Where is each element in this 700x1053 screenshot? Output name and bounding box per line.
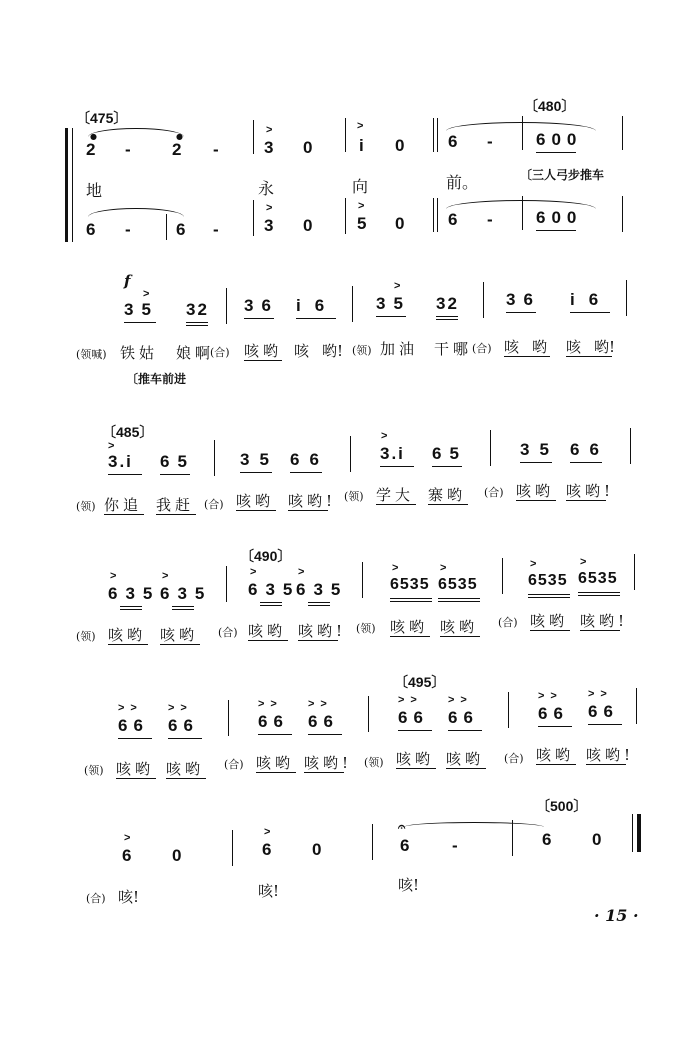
note-group: 635 (296, 580, 349, 599)
underline (390, 601, 432, 602)
lyric: 咳哟 (248, 622, 287, 640)
barline (232, 830, 233, 866)
accent-mark: > (530, 558, 537, 570)
lyric: 地 (86, 181, 103, 200)
page-number: · 15 · (594, 906, 639, 925)
underline (528, 594, 570, 595)
part-label: (领) (76, 630, 96, 643)
barline (226, 566, 227, 602)
lyric: 咳哟 (396, 750, 435, 768)
accent-mark: > (162, 570, 169, 582)
note: 6 (400, 836, 411, 855)
underline (520, 462, 552, 463)
underline (298, 640, 338, 641)
lyric: 咳哟 (530, 612, 569, 630)
underline (536, 764, 576, 765)
note: 6 (176, 220, 187, 239)
barline (483, 282, 484, 318)
note-group: i6 (570, 290, 613, 309)
lyric: 咳哟! (298, 622, 347, 640)
note-group: 35 (376, 294, 411, 313)
lyric: 咳哟! (580, 612, 629, 630)
underline (160, 644, 200, 645)
part-label: (合) (472, 342, 492, 355)
accent-mark: >> (538, 690, 563, 702)
accent-mark: > (143, 288, 150, 300)
part-label: (领) (356, 622, 376, 635)
underline (308, 734, 342, 735)
barline (345, 198, 346, 234)
note: 6 (448, 132, 459, 151)
part-label: (领) (76, 500, 96, 513)
note-group: 32 (436, 294, 459, 313)
underline (390, 636, 430, 637)
lyric: 咳! (258, 882, 280, 900)
underline (380, 466, 414, 467)
underline (116, 778, 156, 779)
dash: - (452, 836, 459, 855)
note: 2 (172, 140, 183, 159)
underline (580, 630, 620, 631)
note-group: 66 (588, 702, 619, 721)
accent-mark: > (357, 120, 364, 132)
part-label: (领喊) (76, 348, 107, 361)
underline (296, 318, 336, 319)
rest: 0 (312, 840, 323, 859)
lyric: 铁姑 (120, 344, 159, 362)
note-group: 66 (308, 712, 339, 731)
underline (516, 500, 556, 501)
note-group: 66 (448, 708, 479, 727)
note: 6 (122, 846, 133, 865)
high-octave-dot: ● (176, 132, 183, 141)
dash: - (125, 220, 132, 239)
underline (448, 730, 482, 731)
lyric: 咳哟! (586, 746, 635, 764)
lyric: 咳! (398, 876, 420, 894)
lyric: 咳哟 (244, 342, 283, 360)
underline (376, 316, 406, 317)
accent-mark: > (358, 200, 365, 212)
note-group: 3.i (108, 452, 133, 471)
dash: - (487, 132, 494, 151)
dash: - (487, 210, 494, 229)
underline (570, 462, 602, 463)
underline (120, 609, 142, 610)
note-group: 35 (520, 440, 559, 459)
note-group: 66 (570, 440, 609, 459)
lyric: 哟 (532, 338, 548, 356)
note-group: 6535 (578, 570, 618, 587)
part-label: (领) (352, 344, 372, 357)
note-group: 66 (398, 708, 429, 727)
note-group: i6 (296, 296, 339, 315)
barline (350, 436, 351, 472)
underline (186, 322, 208, 323)
underline (236, 510, 276, 511)
dynamic-marking: f (124, 272, 131, 290)
underline (256, 772, 296, 773)
lyric: 咳哟 (446, 750, 485, 768)
rest: 0 (303, 216, 314, 235)
underline (570, 312, 610, 313)
note: 6 (262, 840, 273, 859)
accent-mark: > (381, 430, 388, 442)
high-octave-dot: ● (90, 132, 97, 141)
stage-direction: 〔推车前进 (126, 372, 187, 386)
underline (172, 606, 194, 607)
lyric: 咳哟! (304, 754, 353, 772)
note-group: 3.i (380, 444, 405, 463)
barline (253, 200, 254, 236)
rehearsal-mark-495: 〔495〕 (394, 674, 446, 690)
accent-mark: >> (398, 694, 423, 706)
barline (508, 692, 509, 728)
note-group: 65 (160, 452, 195, 471)
barline (626, 280, 627, 316)
rest: 0 (592, 830, 603, 849)
lyric: 我赶 (156, 496, 195, 514)
accent-mark: > (440, 562, 447, 574)
note-group: 65 (432, 444, 467, 463)
accent-mark: > (580, 556, 587, 568)
note-group: 635 (108, 584, 161, 603)
underline (166, 778, 206, 779)
barline (522, 116, 523, 150)
accent-mark: > (250, 566, 257, 578)
accent-mark: > (394, 280, 401, 292)
underline (506, 312, 536, 313)
underline (290, 472, 322, 473)
stage-direction: 〔三人弓步推车 (520, 168, 605, 182)
note-group: 600 (536, 208, 583, 227)
tie (404, 822, 544, 827)
underline (156, 514, 196, 515)
note-group: 6535 (390, 576, 430, 593)
note-group: 66 (168, 716, 199, 735)
lyric: 向 (352, 177, 369, 196)
barline (636, 688, 637, 724)
lyric: 咳 (504, 338, 520, 356)
accent-mark: >> (258, 698, 283, 710)
note: 5 (357, 214, 368, 233)
underline (304, 772, 344, 773)
barline (634, 554, 635, 590)
barline (228, 700, 229, 736)
note: 3 (264, 216, 275, 235)
underline (258, 734, 292, 735)
underline (446, 768, 486, 769)
underline (104, 514, 144, 515)
lyric: 寨哟 (428, 486, 467, 504)
underline (536, 230, 576, 231)
underline (528, 597, 570, 598)
barline (345, 118, 346, 152)
barline (622, 116, 623, 150)
underline (566, 500, 606, 501)
barline (502, 558, 503, 594)
underline (504, 356, 550, 357)
lyric: 娘啊 (176, 344, 215, 362)
accent-mark: > (110, 570, 117, 582)
underline (530, 630, 570, 631)
rehearsal-mark-480: 〔480〕 (524, 98, 576, 114)
note-group: 35 (240, 450, 279, 469)
underline (538, 726, 572, 727)
underline (172, 609, 194, 610)
lyric: 咳哟 (516, 482, 555, 500)
barline (214, 440, 215, 476)
part-label: (合) (504, 752, 524, 765)
underline (160, 474, 190, 475)
underline (396, 768, 436, 769)
underline (428, 504, 468, 505)
underline (260, 605, 282, 606)
rehearsal-mark-475: 〔475〕 (76, 110, 128, 126)
note-group: 36 (506, 290, 541, 309)
lyric: 咳哟 (236, 492, 275, 510)
barline (622, 196, 623, 232)
rest: 0 (395, 214, 406, 233)
underline (186, 325, 208, 326)
underline (438, 601, 480, 602)
accent-mark: > (298, 566, 305, 578)
note: 3 (264, 138, 275, 157)
barline (253, 120, 254, 154)
barline (166, 214, 167, 240)
final-barline-thick (637, 814, 641, 852)
underline (240, 472, 272, 473)
accent-mark: > (266, 124, 273, 136)
barline (522, 196, 523, 230)
underline (244, 318, 274, 319)
note-group: 66 (118, 716, 149, 735)
lyric: 干哪 (434, 340, 473, 358)
part-label: (合) (484, 486, 504, 499)
accent-mark: >> (308, 698, 333, 710)
barline (433, 198, 434, 232)
note-group: 6535 (438, 576, 478, 593)
underline (248, 640, 288, 641)
part-label: (领) (84, 764, 104, 777)
dash: - (213, 220, 220, 239)
rest: 0 (395, 136, 406, 155)
part-label: (领) (344, 490, 364, 503)
barline (226, 288, 227, 324)
slur (88, 128, 184, 137)
underline (436, 319, 458, 320)
underline (578, 592, 620, 593)
barline (352, 286, 353, 322)
barline (362, 562, 363, 598)
lyric: 咳 (566, 338, 582, 356)
underline (566, 356, 612, 357)
underline (308, 605, 330, 606)
lyric: 咳哟 (166, 760, 205, 778)
accent-mark: > (124, 832, 131, 844)
note-group: 66 (290, 450, 329, 469)
dash: - (125, 140, 132, 159)
underline (398, 730, 432, 731)
underline (578, 595, 620, 596)
barline (433, 118, 434, 152)
underline (376, 504, 416, 505)
system-bracket (65, 128, 68, 242)
lyric: 永 (258, 179, 275, 198)
accent-mark: >> (118, 702, 143, 714)
rehearsal-mark-490: 〔490〕 (240, 548, 292, 564)
underline (588, 724, 622, 725)
lyric: 学大 (376, 486, 415, 504)
note: 6 (448, 210, 459, 229)
lyric: 咳哟 (440, 618, 479, 636)
accent-mark: >> (588, 688, 613, 700)
lyric: 咳哟 (390, 618, 429, 636)
note: 2 (86, 140, 97, 159)
note: 6 (86, 220, 97, 239)
fermata-icon: 𝄐 (398, 820, 406, 835)
lyric: 咳哟! (288, 492, 337, 510)
dash: - (213, 140, 220, 159)
underline (432, 466, 462, 467)
underline (308, 602, 330, 603)
note: i (359, 136, 365, 155)
lyric: 你追 (104, 496, 143, 514)
note-group: 66 (258, 712, 289, 731)
lyric: 哟! (322, 342, 344, 360)
underline (260, 602, 282, 603)
underline (436, 316, 458, 317)
note-group: 600 (536, 130, 583, 149)
part-label: (合) (210, 346, 230, 359)
note-group: 35 (124, 300, 159, 319)
underline (390, 598, 432, 599)
accent-mark: > (392, 562, 399, 574)
underline (108, 474, 142, 475)
part-label: (合) (86, 892, 106, 905)
barline (368, 696, 369, 732)
note: 6 (542, 830, 553, 849)
lyric: 咳! (118, 888, 140, 906)
note-group: 6535 (528, 572, 568, 589)
part-label: (合) (224, 758, 244, 771)
underline (288, 510, 328, 511)
accent-mark: > (266, 202, 273, 214)
final-barline-thin (632, 814, 633, 852)
slur (88, 208, 184, 217)
barline (372, 824, 373, 860)
underline (440, 636, 480, 637)
part-label: (合) (498, 616, 518, 629)
note-group: 32 (186, 300, 209, 319)
accent-mark: >> (168, 702, 193, 714)
accent-mark: >> (448, 694, 473, 706)
rehearsal-mark-500: 〔500〕 (536, 798, 588, 814)
barline (512, 820, 513, 856)
note-group: 635 (160, 584, 213, 603)
note-group: 635 (248, 580, 301, 599)
barline (490, 430, 491, 466)
part-label: (合) (218, 626, 238, 639)
barline (630, 428, 631, 464)
lyric: 咳哟 (256, 754, 295, 772)
lyric: 咳 (294, 342, 310, 360)
lyric: 咳哟 (116, 760, 155, 778)
accent-mark: > (264, 826, 271, 838)
underline (586, 764, 626, 765)
rest: 0 (172, 846, 183, 865)
lyric: 咳哟 (536, 746, 575, 764)
underline (120, 606, 142, 607)
underline (244, 360, 282, 361)
barline (437, 198, 438, 232)
rest: 0 (303, 138, 314, 157)
underline (168, 738, 202, 739)
lyric: 加油 (380, 340, 419, 358)
note-group: 36 (244, 296, 279, 315)
underline (124, 322, 156, 323)
lyric: 咳哟 (108, 626, 147, 644)
underline (108, 644, 148, 645)
lyric: 哟! (594, 338, 616, 356)
underline (536, 152, 576, 153)
lyric: 前。 (446, 173, 479, 192)
system-bracket-inner (72, 128, 73, 242)
part-label: (合) (204, 498, 224, 511)
rehearsal-mark-485: 〔485〕 (102, 424, 154, 440)
part-label: (领) (364, 756, 384, 769)
underline (438, 598, 480, 599)
barline (437, 118, 438, 152)
underline (118, 738, 152, 739)
accent-mark: > (108, 440, 115, 452)
lyric: 咳哟! (566, 482, 615, 500)
note-group: 66 (538, 704, 569, 723)
lyric: 咳哟 (160, 626, 199, 644)
